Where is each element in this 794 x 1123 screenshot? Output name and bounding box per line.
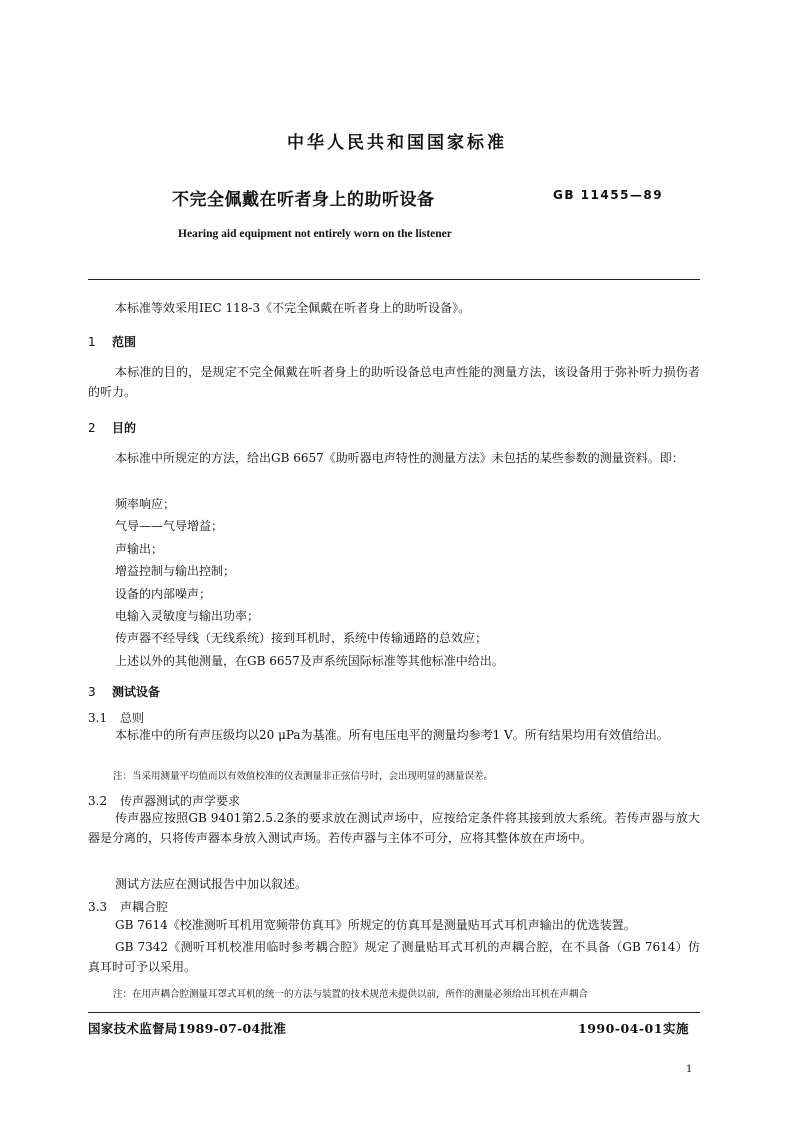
subsection-title: 声耦合腔 (120, 900, 169, 914)
approval-date: 国家技术监督局1989-07-04批准 (88, 1021, 287, 1036)
section-3-heading (88, 683, 160, 700)
list-item: 频率响应； (115, 497, 176, 511)
subsection-3-1-paragraph: 本标准中的所有声压级均以20 μPa为基准。所有电压电平的测量均参考1 V。所有结果均用有效值给出。 (115, 728, 669, 742)
intro-paragraph: 本标准等效采用IEC 118-3《不完全佩戴在听者身上的助听设备》。 (115, 301, 471, 315)
document-title-en: Hearing aid equipment not entirely worn on the listener (178, 228, 452, 240)
subsection-title: 总则 (120, 711, 145, 725)
list-item: 上述以外的其他测量，在GB 6657及声系统国际标准等其他标准中给出。 (115, 654, 504, 668)
subsection-number: 3.1 (88, 711, 108, 725)
list-item: 增益控制与输出控制； (115, 564, 236, 578)
subsection-3-3-heading (88, 898, 168, 915)
list-item: 声输出； (115, 542, 164, 556)
section-title: 范围 (112, 335, 137, 349)
document-title-cn: 不完全佩戴在听者身上的助听设备 (172, 190, 435, 210)
section-title: 测试设备 (112, 685, 161, 699)
section-number: 3 (88, 685, 96, 699)
subsection-title: 传声器测试的声学要求 (120, 794, 241, 808)
section-number: 2 (88, 421, 96, 435)
subsection-3-3-paragraph-2: GB 7342《测听耳机校准用临时参考耦合腔》规定了测量贴耳式耳机的声耦合腔，在不具备（GB 7614）仿真耳时可予以采用。 (88, 940, 700, 974)
list-item: 设备的内部噪声； (115, 587, 212, 601)
footer-divider (88, 1012, 700, 1013)
note: 注：当采用测量平均值而以有效值校准的仪表测量非正弦信号时，会出现明显的测量误差。 (113, 771, 494, 782)
list-item: 电输入灵敏度与输出功率； (115, 609, 260, 623)
section-2-paragraph: 本标准中所规定的方法，给出GB 6657《助听器电声特性的测量方法》未包括的某些参数的测量资料。即： (115, 451, 684, 465)
section-title: 目的 (112, 421, 137, 435)
subsection-3-2-paragraph: 传声器应按照GB 9401第2.5.2条的要求放在测试声场中，应按给定条件将其接到放大系统。若传声器与放大器是分离的，只将传声器本身放入测试声场。若传声器与主体不可分，应将其整体放在声场中。 (88, 811, 700, 845)
section-number: 1 (88, 335, 96, 349)
subsection-number: 3.2 (88, 794, 108, 808)
list-item: 传声器不经导线（无线系统）接到耳机时，系统中传输通路的总效应； (115, 631, 488, 645)
implementation-date: 1990-04-01实施 (578, 1021, 689, 1036)
list-item: 气导——气导增益； (115, 519, 224, 533)
section-1-paragraph: 本标准的目的，是规定不完全佩戴在听者身上的助听设备总电声性能的测量方法，该设备用于弥补听力损伤者的听力。 (88, 365, 700, 399)
header-divider (88, 279, 700, 280)
subsection-3-2-heading (88, 792, 240, 809)
national-standard-heading: 中华人民共和国国家标准 (287, 133, 507, 153)
page-number: 1 (686, 1064, 693, 1075)
subsection-3-3-paragraph: GB 7614《校准测听耳机用宽频带仿真耳》所规定的仿真耳是测量贴耳式耳机声输出的优选装置。 (115, 918, 636, 932)
standard-number: GB 11455—89 (553, 188, 664, 202)
subsection-number: 3.3 (88, 900, 108, 914)
subsection-3-1-heading (88, 709, 144, 726)
subsection-3-2-paragraph-2: 测试方法应在测试报告中加以叙述。 (115, 877, 308, 891)
section-2-heading (88, 419, 136, 436)
section-1-heading (88, 333, 136, 350)
note: 注：在用声耦合腔测量耳罩式耳机的统一的方法与装置的技术规范未提供以前，所作的测量必须给出耳机在声耦合 (113, 989, 589, 1000)
